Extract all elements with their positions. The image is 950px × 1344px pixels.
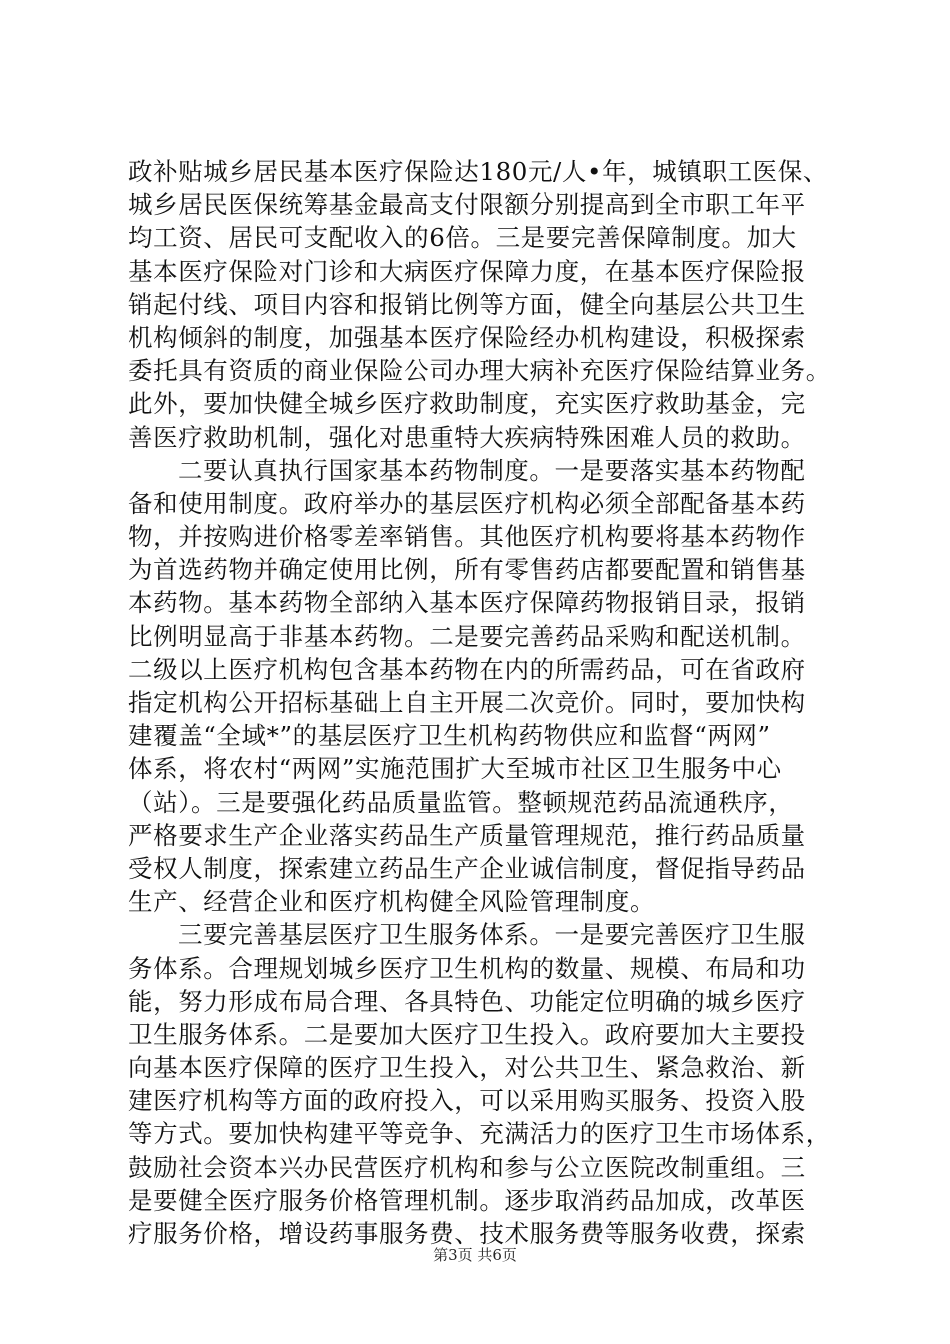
text-line: 体系，将农村“两网”实施范围扩大至城市社区卫生服务中心 (128, 754, 782, 784)
text-line: 机构倾斜的制度，加强基本医疗保险经办机构建设，积极探索 (128, 322, 806, 352)
paragraph-start-line: 二要认真执行国家基本药物制度。一是要落实基本药物配 (178, 455, 806, 485)
text-line: 政补贴城乡居民基本医疗保险达180元/人•年，城镇职工医保、 (128, 157, 828, 186)
text-line: 疗服务价格，增设药事服务费、技术服务费等服务收费，探索 (128, 1219, 806, 1248)
text-line: 均工资、居民可支配收入的6倍。三是要完善保障制度。加大 (128, 223, 797, 253)
text-line: 为首选药物并确定使用比例，所有零售药店都要配置和销售基 (128, 555, 806, 585)
text-line: （站）。三是要强化药品质量监管。整顿规范药品流通秩序， (128, 787, 794, 817)
text-line: 此外，要加快健全城乡医疗救助制度，充实医疗救助基金，完 (128, 389, 806, 419)
document-body (128, 155, 848, 1250)
text-line: 建医疗机构等方面的政府投入，可以采用购买服务、投资入股 (128, 1086, 806, 1116)
text-line: 受权人制度，探索建立药品生产企业诚信制度，督促指导药品 (128, 853, 806, 883)
paragraph-start-line: 三要完善基层医疗卫生服务体系。一是要完善医疗卫生服 (178, 920, 806, 950)
text-line: 善医疗救助机制，强化对患重特大疾病特殊困难人员的救助。 (128, 422, 806, 452)
text-line: 委托具有资质的商业保险公司办理大病补充医疗保险结算业务。 (128, 356, 831, 386)
text-line: 指定机构公开招标基础上自主开展二次竞价。同时，要加快构 (128, 688, 806, 717)
text-line: 物，并按购进价格零差率销售。其他医疗机构要将基本药物作 (128, 522, 806, 552)
text-line: 等方式。要加快构建平等竞争、充满活力的医疗卫生市场体系， (128, 1119, 831, 1149)
text-line: 向基本医疗保障的医疗卫生投入，对公共卫生、紧急救治、新 (128, 1053, 806, 1083)
text-line: 能，努力形成布局合理、各具特色、功能定位明确的城乡医疗 (128, 986, 806, 1016)
text-line: 销起付线、项目内容和报销比例等方面，健全向基层公共卫生 (128, 289, 806, 319)
text-line: 建覆盖“全域*”的基层医疗卫生机构药物供应和监督“两网” (128, 721, 771, 751)
text-line: 比例明显高于非基本药物。二是要完善药品采购和配送机制。 (128, 621, 806, 651)
text-line: 务体系。合理规划城乡医疗卫生机构的数量、规模、布局和功 (128, 953, 806, 983)
text-line: 基本医疗保险对门诊和大病医疗保障力度，在基本医疗保险报 (128, 256, 806, 286)
text-line: 是要健全医疗服务价格管理机制。逐步取消药品加成，改革医 (128, 1185, 806, 1215)
text-line: 鼓励社会资本兴办民营医疗机构和参与公立医院改制重组。三 (128, 1152, 806, 1182)
text-line: 本药物。基本药物全部纳入基本医疗保障药物报销目录，报销 (128, 588, 806, 618)
text-line: 备和使用制度。政府举办的基层医疗机构必须全部配备基本药 (128, 488, 806, 518)
text-line: 二级以上医疗机构包含基本药物在内的所需药品，可在省政府 (128, 654, 806, 684)
page-number-footer: 第3页 共6页 (433, 1246, 517, 1264)
text-line: 卫生服务体系。二是要加大医疗卫生投入。政府要加大主要投 (128, 1019, 806, 1049)
text-line: 城乡居民医保统筹基金最高支付限额分别提高到全市职工年平 (128, 190, 806, 220)
text-line: 严格要求生产企业落实药品生产质量管理规范，推行药品质量 (128, 820, 806, 850)
text-line: 生产、经营企业和医疗机构健全风险管理制度。 (128, 887, 656, 917)
